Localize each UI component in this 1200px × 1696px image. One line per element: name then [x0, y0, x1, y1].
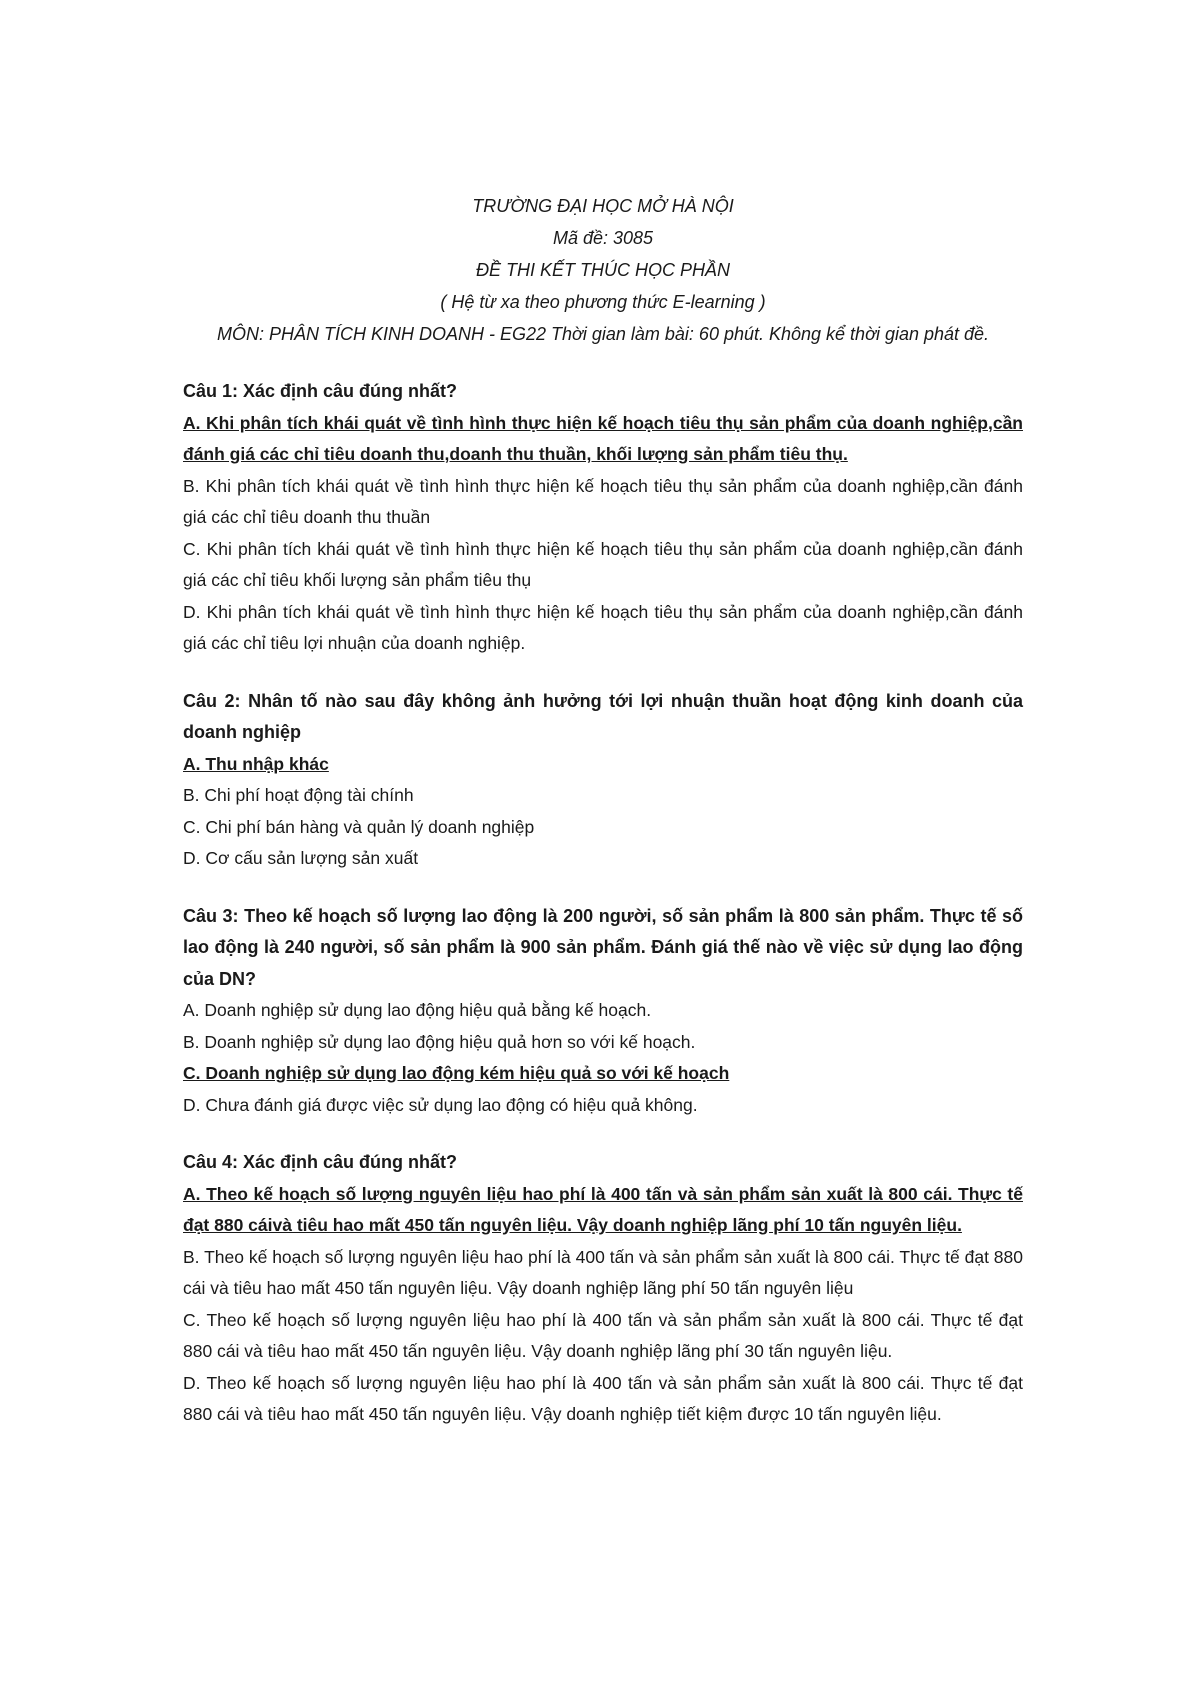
question-4 [183, 1147, 1023, 1431]
exam-page [183, 190, 1023, 1431]
option-c-correct: C. Doanh nghiệp sử dụng lao động kém hiệu quả so với kế hoạch [183, 1063, 730, 1083]
option-b: B. Chi phí hoạt động tài chính [183, 785, 414, 805]
option-b: B. Doanh nghiệp sử dụng lao động hiệu quả hơn so với kế hoạch. [183, 1031, 696, 1052]
option-d: D. Khi phân tích khái quát về tình hình thực hiện kế hoạch tiêu thụ sản phẩm của doanh nghiệp,cần đánh giá các chỉ tiêu lợi nhuận của doanh nghiệp. [183, 601, 1023, 653]
option-d: D. Theo kế hoạch số lượng nguyên liệu hao phí là 400 tấn và sản phẩm sản xuất là 800 cái. Thực tế đạt 880 cái và tiêu hao mất 450 tấn nguyên liệu. Vậy doanh nghiệp tiết kiệm được 10 tấn nguyên liệu. [183, 1372, 1023, 1424]
question-title: Câu 1: Xác định câu đúng nhất? [183, 381, 458, 401]
option-a-correct: A. Theo kế hoạch số lượng nguyên liệu hao phí là 400 tấn và sản phẩm sản xuất là 800 cái. Thực tế đạt 880 cáivà tiêu hao mất 450 tấn nguyên liệu. Vậy doanh nghiệp lãng phí 10 tấn nguyên liệu. [183, 1183, 1023, 1235]
exam-system: ( Hệ từ xa theo phương thức E-learning ) [440, 292, 766, 312]
option-c: C. Theo kế hoạch số lượng nguyên liệu hao phí là 400 tấn và sản phẩm sản xuất là 800 cái. Thực tế đạt 880 cái và tiêu hao mất 450 tấn nguyên liệu. Vậy doanh nghiệp lãng phí 30 tấn nguyên liệu. [183, 1309, 1023, 1361]
option-b: B. Theo kế hoạch số lượng nguyên liệu hao phí là 400 tấn và sản phẩm sản xuất là 800 cái. Thực tế đạt 880 cái và tiêu hao mất 450 tấn nguyên liệu. Vậy doanh nghiệp lãng phí 50 tấn nguyên liệu [183, 1246, 1023, 1298]
option-d: D. Chưa đánh giá được việc sử dụng lao động có hiệu quả không. [183, 1094, 698, 1115]
option-c: C. Khi phân tích khái quát về tình hình thực hiện kế hoạch tiêu thụ sản phẩm của doanh nghiệp,cần đánh giá các chỉ tiêu khối lượng sản phẩm tiêu thụ [183, 538, 1023, 590]
option-a: A. Doanh nghiệp sử dụng lao động hiệu quả bằng kế hoạch. [183, 1000, 652, 1020]
school-name: TRƯỜNG ĐẠI HỌC MỞ HÀ NỘI [472, 196, 734, 216]
question-3 [183, 901, 1023, 1122]
exam-title: ĐỀ THI KẾT THÚC HỌC PHẦN [475, 260, 730, 280]
option-a-correct: A. Khi phân tích khái quát về tình hình thực hiện kế hoạch tiêu thụ sản phẩm của doanh nghiệp,cần đánh giá các chỉ tiêu doanh thu,doanh thu thuần, khối lượng sản phẩm tiêu thụ. [183, 412, 1023, 464]
option-c: C. Chi phí bán hàng và quản lý doanh nghiệp [183, 816, 535, 837]
subject-line: MÔN: PHÂN TÍCH KINH DOANH - EG22 Thời gian làm bài: 60 phút. Không kể thời gian phát đề. [216, 324, 990, 344]
question-title: Câu 3: Theo kế hoạch số lượng lao động là 200 người, số sản phẩm là 800 sản phẩm. Thực tế số lao động là 240 người, số sản phẩm là 900 sản phẩm. Đánh giá thế nào về việc sử dụng lao động của DN? [183, 905, 1023, 989]
question-title: Câu 4: Xác định câu đúng nhất? [183, 1152, 458, 1172]
option-b: B. Khi phân tích khái quát về tình hình thực hiện kế hoạch tiêu thụ sản phẩm của doanh nghiệp,cần đánh giá các chỉ tiêu doanh thu thuần [183, 475, 1023, 527]
option-d: D. Cơ cấu sản lượng sản xuất [183, 848, 419, 868]
question-1 [183, 376, 1023, 660]
option-a-correct: A. Thu nhập khác [183, 753, 329, 774]
exam-code: Mã đề: 3085 [552, 228, 654, 248]
question-title: Câu 2: Nhân tố nào sau đây không ảnh hưởng tới lợi nhuận thuần hoạt động kinh doanh của doanh nghiệp [183, 690, 1023, 742]
question-2 [183, 686, 1023, 875]
exam-header [183, 190, 1023, 350]
